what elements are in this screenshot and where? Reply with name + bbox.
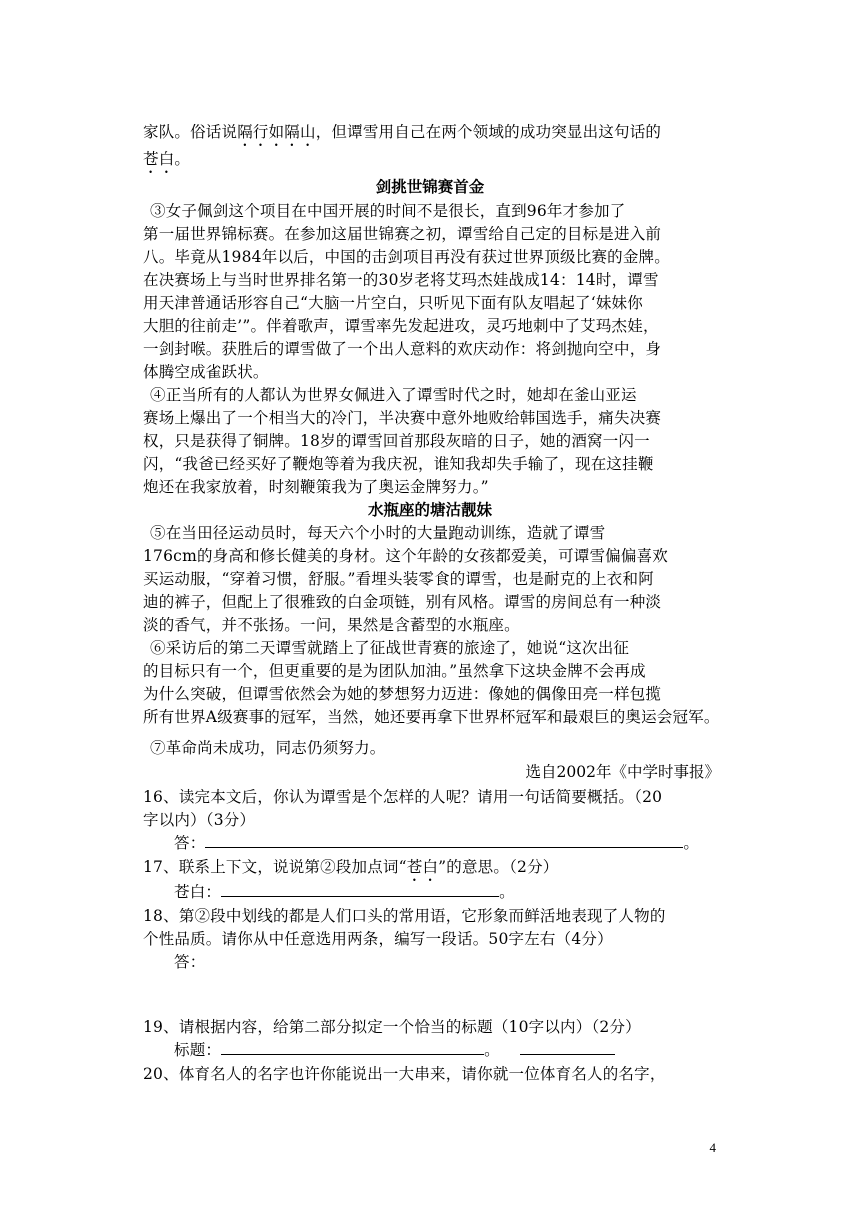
- section-heading: 剑挑世锦赛首金: [375, 177, 485, 196]
- text-line: 的目标只有一个，但更重要的是为团队加油。”虽然拿下这块金牌不会再成: [143, 662, 646, 680]
- question-18: 18、第②段中划线的都是人们口头的常用语，它形象而鲜活地表现了人物的: [143, 907, 666, 925]
- text-line: 176cm的身高和修长健美的身材。这个年龄的女孩都爱美，可谭雪偏偏喜欢: [143, 547, 668, 565]
- text-line: 八。毕竟从1984年以后，中国的击剑项目再没有获过世界顶级比赛的金牌。: [143, 248, 670, 266]
- question-18-cont: 个性品质。请你从中任意选用两条，编写一段话。50字左右（4分）: [143, 930, 613, 948]
- text-line: 在决赛场上与当时世界排名第一的30岁老将艾玛杰娃战成14：14时，谭雪: [143, 271, 659, 289]
- question-20: 20、体育名人的名字也许你能说出一大串来，请你就一位体育名人的名字，: [143, 1065, 666, 1083]
- text-line: ⑦革命尚未成功，同志仍须努力。: [150, 739, 386, 757]
- text-line: 一剑封喉。获胜后的谭雪做了一个出人意料的欢庆动作：将剑抛向空中，身: [143, 340, 662, 358]
- answer-line-16: 答： 。: [174, 831, 754, 855]
- text-line: 炮还在我家放着，时刻鞭策我为了奥运金牌努力。”: [143, 478, 489, 496]
- text-line: 权，只是获得了铜牌。18岁的谭雪回首那段灰暗的日子，她的酒窝一闪一: [143, 432, 650, 450]
- text-line: 闪，“我爸已经买好了鞭炮等着为我庆祝，谁知我却失手输了，现在这挂鞭: [143, 455, 654, 473]
- text-line: 第一届世界锦标赛。在参加这届世锦赛之初，谭雪给自己定的目标是进入前: [143, 225, 662, 243]
- text-line: 迪的裤子，但配上了很雅致的白金项链，别有风格。谭雪的房间总有一种淡: [143, 593, 662, 611]
- source-citation: 选自2002年《中学时事报》: [525, 763, 720, 781]
- text-line: 赛场上爆出了一个相当大的冷门，半决赛中意外地败给韩国选手，痛失决赛: [143, 409, 662, 427]
- text-line: 买运动服，“穿着习惯，舒服。”看埋头装零食的谭雪，也是耐克的上衣和阿: [143, 570, 654, 588]
- question-16: 16、读完本文后，你认为谭雪是个怎样的人呢？请用一句话简要概括。（20: [143, 788, 663, 806]
- text-line: 用天津普通话形容自己“大脑一片空白，只听见下面有队友唱起了‘妹妹你: [143, 294, 643, 312]
- text-line: 苍白。: [143, 150, 191, 168]
- text-line: ⑥采访后的第二天谭雪就踏上了征战世青赛的旅途了，她说“这次出征: [150, 639, 630, 657]
- answer-blank[interactable]: [520, 1038, 615, 1055]
- text-line: 大胆的往前走’”。伴着歌声，谭雪率先发起进攻，灵巧地刺中了艾玛杰娃，: [143, 317, 659, 335]
- text-line: 淡的香气，并不张扬。一问，果然是含蓄型的水瓶座。: [143, 616, 520, 634]
- emphasized-word: 苍白: [406, 858, 439, 876]
- answer-blank[interactable]: [221, 1038, 484, 1055]
- text-line: 所有世界A级赛事的冠军，当然，她还要再拿下世界杯冠军和最艰巨的奥运会冠军。: [143, 708, 720, 726]
- question-17: 17、联系上下文，说说第②段加点词“苍白”的意思。（2分）: [143, 858, 559, 876]
- text-line: ⑤在当田径运动员时，每天六个小时的大量跑动训练，造就了谭雪: [150, 524, 606, 542]
- text-line: 家队。俗话说隔行如隔山，但谭雪用自己在两个领域的成功突显出这句话的: [143, 123, 662, 141]
- emphasized-phrase: 隔行如隔山: [237, 123, 316, 141]
- text-line: ④正当所有的人都认为世界女佩进入了谭雪时代之时，她却在釜山亚运: [150, 386, 637, 404]
- answer-line-17: 苍白： 。: [174, 880, 754, 904]
- answer-line-19: 标题： 。: [174, 1038, 754, 1062]
- text-line: ③女子佩剑这个项目在中国开展的时间不是很长，直到96年才参加了: [150, 202, 626, 220]
- answer-label-18: 答：: [174, 953, 206, 971]
- answer-blank[interactable]: [205, 831, 683, 848]
- emphasized-word: 苍白: [143, 150, 175, 168]
- question-19: 19、请根据内容，给第二部分拟定一个恰当的标题（10字以内）（2分）: [143, 1018, 641, 1036]
- text-line: 为什么突破，但谭雪依然会为她的梦想努力迈进：像她的偶像田亮一样包揽: [143, 685, 662, 703]
- answer-blank[interactable]: [221, 880, 499, 897]
- section-heading: 水瓶座的塘沽靓妹: [367, 500, 492, 519]
- page-number: 4: [709, 1140, 716, 1155]
- question-16-cont: 字以内）（3分）: [143, 811, 256, 829]
- text-line: 体腾空成雀跃状。: [143, 363, 269, 381]
